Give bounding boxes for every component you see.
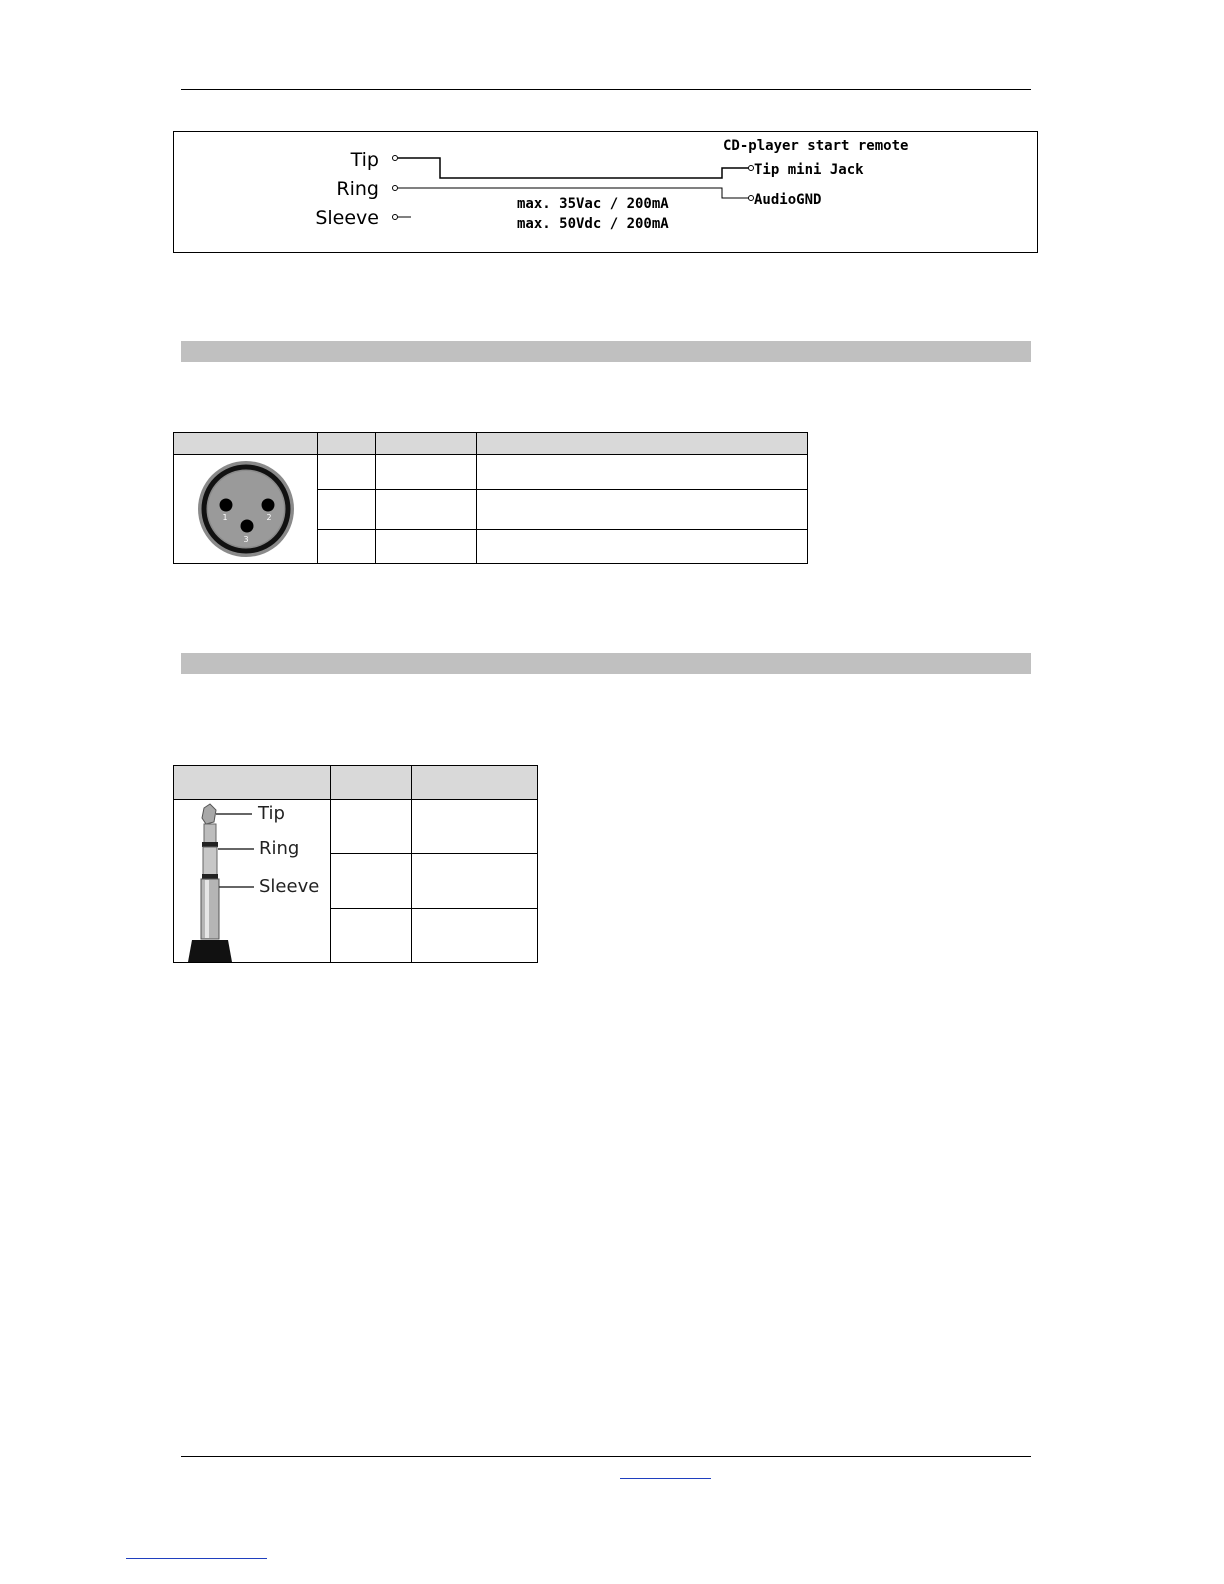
- table-cell: [412, 800, 538, 854]
- plug-handle: [188, 940, 232, 962]
- xlr-pin-1: [219, 499, 232, 512]
- header-cell: [376, 433, 477, 455]
- plug-label-ring: Ring: [259, 838, 300, 859]
- xlr-pinout-table: [173, 432, 808, 564]
- table-cell: [318, 490, 376, 530]
- xlr-pin-2: [261, 499, 274, 512]
- table-cell: [318, 530, 376, 564]
- table-row: [174, 455, 808, 490]
- section-heading-band-1: [181, 341, 1031, 362]
- xlr-pin-3: [240, 520, 253, 533]
- wiring-diagram: [173, 131, 1038, 253]
- rating-ac: max. 35Vac / 200mA: [517, 196, 669, 212]
- plug-label-sleeve: Sleeve: [259, 876, 320, 897]
- table-header-row: [174, 766, 538, 800]
- section-heading-band-2: [181, 653, 1031, 674]
- jack-pinout-table: [173, 765, 538, 963]
- table-cell: [331, 854, 412, 908]
- footer-rule: [181, 1456, 1031, 1457]
- plug-ring-section: [204, 824, 216, 844]
- label-tip: Tip: [350, 149, 379, 171]
- xlr-pin-number: 2: [265, 513, 272, 522]
- plug-insulator-1: [202, 842, 218, 847]
- diagram-title: CD-player start remote: [723, 138, 909, 154]
- wiring-diagram-svg: [174, 132, 1039, 254]
- header-cell: [412, 766, 538, 800]
- footer-link[interactable]: [620, 1478, 711, 1479]
- bottom-link[interactable]: [126, 1558, 267, 1559]
- terminal-ring: [393, 186, 398, 191]
- xlr-image-cell: [174, 455, 318, 564]
- xlr-pin-number: 3: [242, 535, 249, 544]
- table-cell: [477, 530, 808, 564]
- plug-tip: [202, 804, 216, 824]
- header-cell: [477, 433, 808, 455]
- xlr-pin-number: 1: [221, 513, 228, 522]
- header-cell: [318, 433, 376, 455]
- terminal-tip: [393, 156, 398, 161]
- terminal-sleeve: [393, 215, 398, 220]
- terminal-tip-mini-jack: [749, 166, 754, 171]
- header-cell: [174, 433, 318, 455]
- label-sleeve: Sleeve: [315, 207, 379, 229]
- table-cell: [412, 854, 538, 908]
- table-cell: [318, 455, 376, 490]
- table-cell: [331, 800, 412, 854]
- jack-plug-figure: [174, 800, 330, 962]
- plug-ring-band: [203, 847, 217, 875]
- header-cell: [174, 766, 331, 800]
- table-cell: [376, 455, 477, 490]
- plug-label-tip: Tip: [258, 803, 285, 824]
- label-audiognd: AudioGND: [754, 192, 822, 208]
- table-cell: [477, 455, 808, 490]
- table-cell: [477, 490, 808, 530]
- table-header-row: [174, 433, 808, 455]
- table-cell: [376, 490, 477, 530]
- label-tip-mini-jack: Tip mini Jack: [754, 162, 864, 178]
- header-cell: [331, 766, 412, 800]
- header-rule: [181, 89, 1031, 90]
- plug-sleeve-highlight: [205, 880, 209, 938]
- table-cell: [376, 530, 477, 564]
- label-ring: Ring: [336, 178, 379, 200]
- table-row: [174, 800, 538, 854]
- jack-image-cell: [174, 800, 331, 963]
- table-cell: [331, 908, 412, 962]
- terminal-audiognd: [749, 196, 754, 201]
- plug-sleeve: [201, 879, 219, 939]
- xlr-connector-icon: [196, 459, 296, 559]
- table-cell: [412, 908, 538, 962]
- rating-dc: max. 50Vdc / 200mA: [517, 216, 669, 232]
- plug-insulator-2: [202, 874, 218, 879]
- wire-tip: [398, 158, 748, 178]
